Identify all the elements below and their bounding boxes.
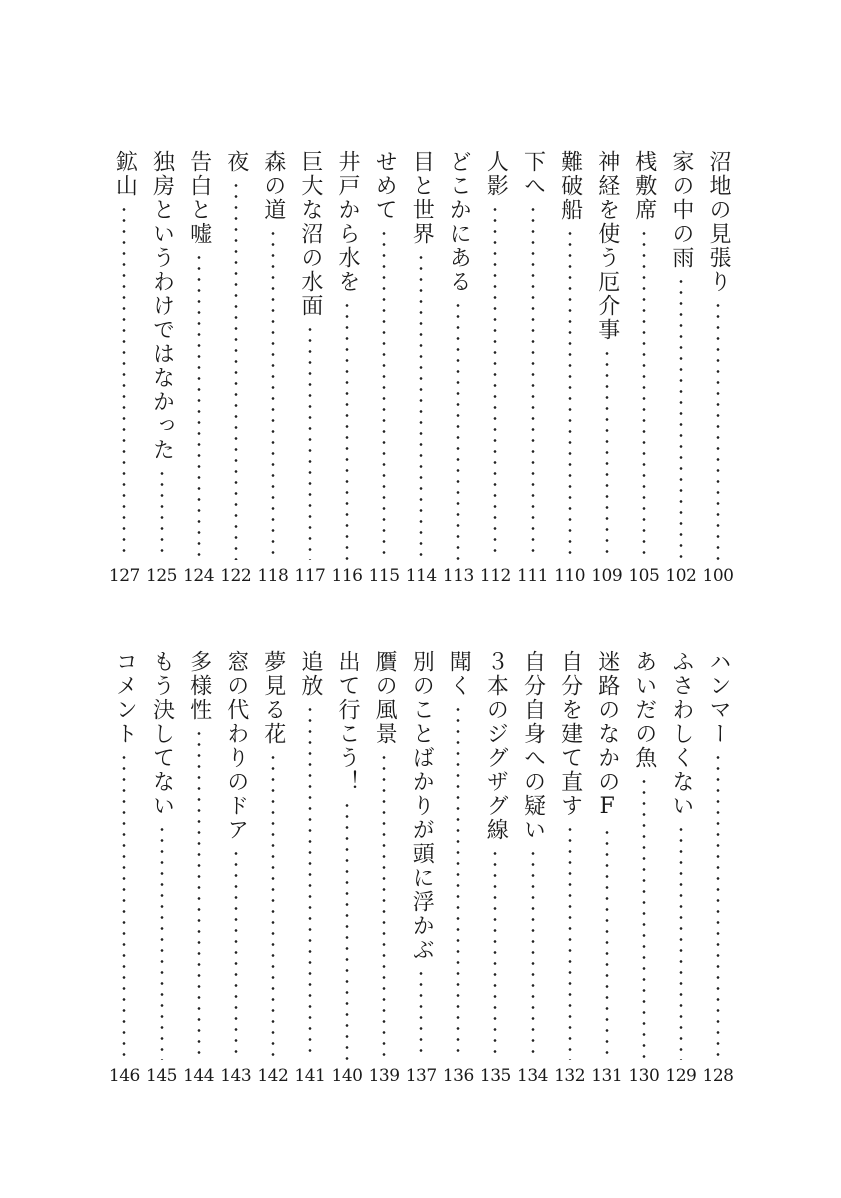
dot-leader <box>420 968 423 1060</box>
toc-entry-page: 128 <box>702 1066 734 1086</box>
toc-entry-page: 102 <box>665 566 697 586</box>
toc-entry-page: 140 <box>331 1066 363 1086</box>
toc-entry-title: 夢見る花 <box>260 650 286 746</box>
dot-leader <box>679 824 682 1060</box>
dot-leader <box>568 824 571 1060</box>
toc-entry[interactable] <box>516 650 550 1092</box>
toc-entry[interactable] <box>256 150 290 592</box>
toc-entry[interactable] <box>664 650 698 1092</box>
dot-leader <box>271 228 274 560</box>
toc-entry[interactable] <box>701 650 735 1092</box>
toc-entry-page: 135 <box>479 1066 511 1086</box>
toc-entry-title: 贋の風景 <box>372 650 398 746</box>
toc-entry-page: 139 <box>368 1066 400 1086</box>
toc-entry-title: コメント <box>112 650 138 746</box>
toc-entry-page: 142 <box>257 1066 289 1086</box>
dot-leader <box>234 848 237 1060</box>
toc-entry[interactable] <box>553 650 587 1092</box>
toc-entry-page: 105 <box>628 566 660 586</box>
toc-entry[interactable] <box>182 650 216 1092</box>
toc-entry-page: 146 <box>108 1066 140 1086</box>
toc-entry[interactable] <box>553 150 587 592</box>
dot-leader <box>346 300 349 560</box>
toc-entry[interactable] <box>478 650 512 1092</box>
toc-entry[interactable] <box>293 650 327 1092</box>
toc-entry-page: 115 <box>368 566 400 586</box>
dot-leader <box>197 728 200 1060</box>
toc-entry-title: どこかにある <box>446 150 472 294</box>
toc-entry-page: 110 <box>554 566 586 586</box>
toc-entry[interactable] <box>182 150 216 592</box>
toc-entry-page: 131 <box>591 1066 623 1086</box>
toc-entry[interactable] <box>219 150 253 592</box>
toc-entry[interactable] <box>664 150 698 592</box>
toc-entry-page: 109 <box>591 566 623 586</box>
toc-entry-title: 聞く <box>446 650 472 698</box>
toc-entry[interactable] <box>367 650 401 1092</box>
toc-entry-page: 144 <box>183 1066 215 1086</box>
dot-leader <box>123 752 126 1060</box>
toc-entry-page: 100 <box>702 566 734 586</box>
toc-entry-title: 出て行こう！ <box>335 650 360 794</box>
toc-entry-page: 137 <box>405 1066 437 1086</box>
dot-leader <box>642 228 645 560</box>
toc-entry[interactable] <box>701 150 735 592</box>
toc-entry-page: 118 <box>257 566 289 586</box>
toc-entry-page: 114 <box>405 566 437 586</box>
toc-entry[interactable] <box>590 150 624 592</box>
toc-entry[interactable] <box>219 650 253 1092</box>
toc-entry[interactable] <box>330 150 364 592</box>
toc-entry[interactable] <box>367 150 401 592</box>
toc-entry-title: 多様性 <box>186 650 212 722</box>
toc-entry[interactable] <box>145 650 179 1092</box>
toc-entry[interactable] <box>478 150 512 592</box>
toc-entry-page: 134 <box>517 1066 548 1086</box>
dot-leader <box>531 848 534 1060</box>
toc-entry[interactable] <box>516 150 550 592</box>
dot-leader <box>717 300 720 560</box>
dot-leader <box>642 776 645 1060</box>
dot-leader <box>717 752 720 1060</box>
toc-entry-title: ハンマー <box>706 650 731 746</box>
dot-leader <box>605 348 608 560</box>
dot-leader <box>234 180 237 560</box>
dot-leader <box>679 276 682 560</box>
toc-entry[interactable] <box>256 650 290 1092</box>
toc-entry[interactable] <box>404 150 438 592</box>
dot-leader <box>271 752 274 1060</box>
toc-entry-title: 沼地の見張り <box>706 150 731 294</box>
toc-entry-title: もう決してない <box>149 650 175 818</box>
toc-entry-title: 自分自身への疑い <box>520 650 546 842</box>
toc-entry-title: 人影 <box>483 150 509 198</box>
toc-entry-title: ふさわしくない <box>668 650 694 818</box>
toc-entry-page: 143 <box>220 1066 252 1086</box>
toc-entry-title: 自分を建て直す <box>557 650 583 818</box>
dot-leader <box>308 324 311 560</box>
toc-entry-page: 125 <box>146 566 177 586</box>
toc-entry-title: 巨大な沼の水面 <box>297 150 323 318</box>
dot-leader <box>420 252 423 560</box>
toc-entry-page: 141 <box>294 1066 326 1086</box>
toc-entry-title: 窓の代わりのドア <box>223 650 249 842</box>
toc-entry-page: 113 <box>442 566 474 586</box>
toc-entry-page: 127 <box>108 566 140 586</box>
dot-leader <box>494 848 497 1060</box>
toc-entry-page: 117 <box>294 566 326 586</box>
toc-entry-page: 116 <box>331 566 363 586</box>
toc-entry-page: 124 <box>183 566 215 586</box>
dot-leader <box>160 824 163 1060</box>
toc-entry[interactable] <box>107 150 141 592</box>
toc-entry-page: 112 <box>479 566 511 586</box>
dot-leader <box>383 228 386 560</box>
toc-entry[interactable] <box>590 650 624 1092</box>
toc-entry-title: 桟敷席 <box>631 150 657 222</box>
toc-entry-page: 111 <box>517 566 548 586</box>
toc-entry-title: 下へ <box>520 150 546 198</box>
dot-leader <box>383 752 386 1060</box>
toc-entry-page: 132 <box>554 1066 586 1086</box>
toc-entry-title: 難破船 <box>557 150 583 222</box>
toc-entry-title: 神経を使う厄介事 <box>594 150 620 342</box>
toc-entry-page: 136 <box>442 1066 474 1086</box>
toc-entry-page: 122 <box>220 566 252 586</box>
toc-entry[interactable] <box>627 150 661 592</box>
toc-entry-page: 130 <box>628 1066 660 1086</box>
dot-leader <box>531 204 534 560</box>
toc-entry-title: 迷路のなかのF <box>594 650 620 821</box>
toc-entry-title: 独房というわけではなかった <box>149 150 175 462</box>
toc-entry-title: 追放 <box>297 650 323 698</box>
dot-leader <box>123 204 126 560</box>
toc-entry[interactable] <box>330 650 364 1092</box>
toc-entry-title: せめて <box>372 150 398 222</box>
toc-entry-title: ３本のジグザグ線 <box>483 650 509 842</box>
toc-entry-title: 井戸から水を <box>335 150 360 294</box>
toc-entry-title: 別のことばかりが頭に浮かぶ <box>409 650 435 962</box>
toc-entry-title: あいだの魚 <box>631 650 657 770</box>
dot-leader <box>568 228 571 560</box>
toc-entry[interactable] <box>441 150 475 592</box>
toc-entry-title: 夜 <box>223 150 249 174</box>
toc-entry[interactable] <box>404 650 438 1092</box>
dot-leader <box>494 204 497 560</box>
toc-entry-title: 告白と嘘 <box>186 150 212 246</box>
toc-entry[interactable] <box>107 650 141 1092</box>
dot-leader <box>346 800 349 1060</box>
toc-entry[interactable] <box>293 150 327 592</box>
toc-entry[interactable] <box>627 650 661 1092</box>
dot-leader <box>308 704 311 1060</box>
dot-leader <box>605 827 608 1060</box>
dot-leader <box>457 704 460 1060</box>
toc-entry-title: 目と世界 <box>409 150 435 246</box>
toc-entry-page: 129 <box>665 1066 697 1086</box>
dot-leader <box>160 468 163 560</box>
dot-leader <box>457 300 460 560</box>
dot-leader <box>197 252 200 560</box>
toc-entry-title: 家の中の雨 <box>668 150 694 270</box>
toc-entry-title: 鉱山 <box>112 150 138 198</box>
toc-entry[interactable] <box>441 650 475 1092</box>
toc-entry-page: 145 <box>146 1066 177 1086</box>
toc-entry-title: 森の道 <box>260 150 286 222</box>
toc-entry[interactable] <box>145 150 179 592</box>
